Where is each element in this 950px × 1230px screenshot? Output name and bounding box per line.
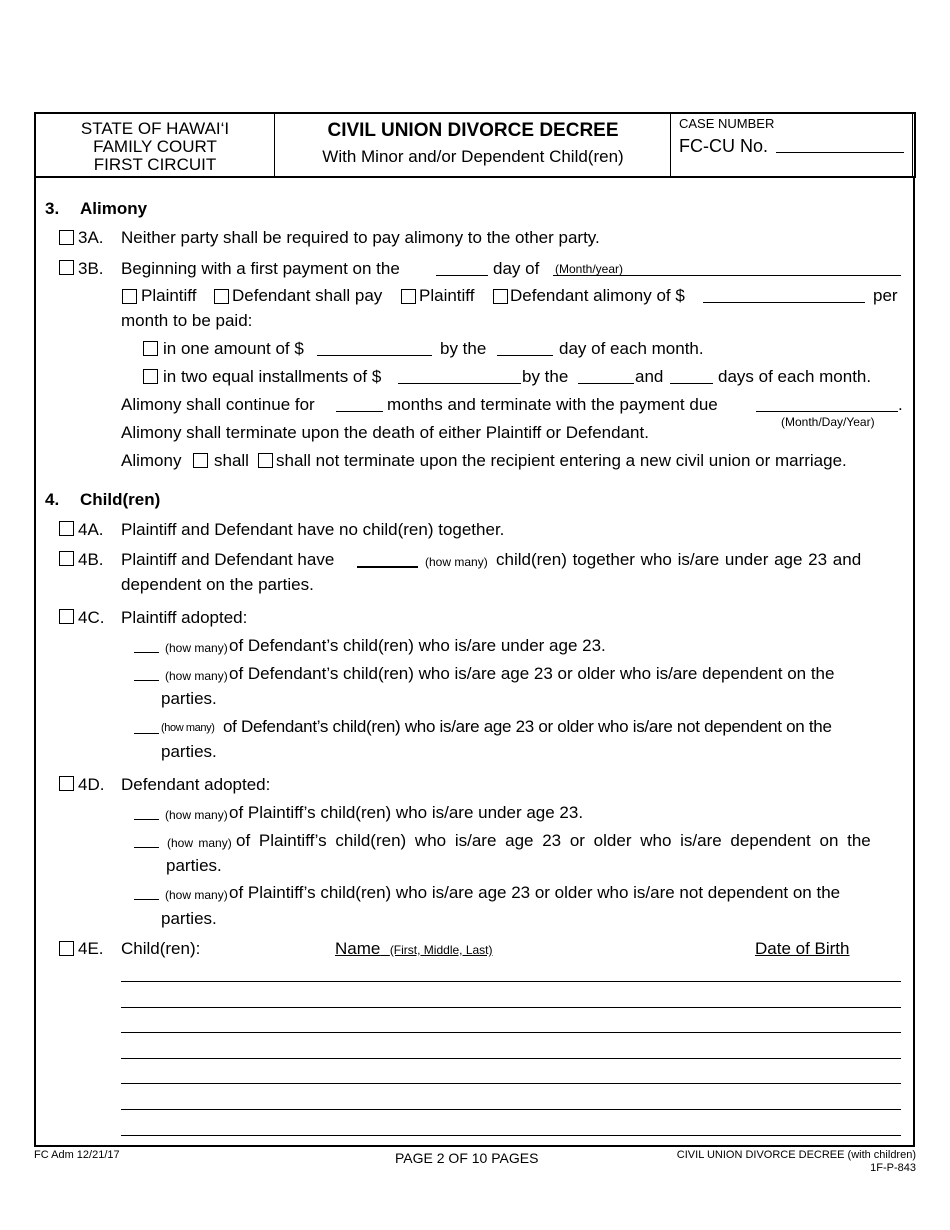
children-count-field[interactable]	[357, 566, 418, 568]
payer-plaintiff-label: Plaintiff	[141, 286, 197, 305]
one-amount-label: in one amount of $	[163, 339, 304, 358]
section-3-number: 3.	[45, 199, 60, 218]
two-installments-label: in two equal installments of $	[163, 367, 382, 386]
body-border-bottom	[34, 1145, 915, 1147]
item-4d-text: Defendant adopted:	[121, 775, 271, 794]
item-4c-text: Plaintiff adopted:	[121, 608, 248, 627]
name-column-hint: (First, Middle, Last)	[389, 943, 493, 957]
checkbox-shall[interactable]	[193, 453, 208, 468]
payer-defendant-label: Defendant shall pay	[232, 286, 383, 305]
4c-how-many-3: (how many)	[161, 722, 215, 734]
item-4a-number: 4A.	[78, 520, 104, 539]
month-day-year-hint: (Month/Day/Year)	[781, 415, 875, 429]
one-amount-field[interactable]	[317, 355, 432, 356]
checkbox-4a[interactable]	[59, 521, 74, 536]
4d-count-2-field[interactable]	[134, 847, 159, 848]
checkbox-two-installments[interactable]	[143, 369, 158, 384]
item-4b-how-many: (how many)	[425, 555, 488, 569]
checkbox-4d[interactable]	[59, 776, 74, 791]
body-border-left	[34, 178, 36, 1146]
item-3a-text: Neither party shall be required to pay alimony to the other party.	[121, 228, 600, 247]
footer-page-number: PAGE 2 OF 10 PAGES	[395, 1150, 539, 1166]
name-column-header	[335, 939, 493, 959]
two-installments-days-each: days of each month.	[718, 367, 872, 386]
4c-how-many-1: (how many)	[165, 641, 228, 655]
4d-line-2-parties: parties.	[166, 856, 222, 875]
4d-count-3-field[interactable]	[134, 899, 159, 900]
child-entry-line-1[interactable]	[121, 981, 901, 982]
body-border-right	[913, 178, 915, 1146]
footer-doc-code: 1F-P-843	[870, 1162, 916, 1174]
court-name-line-1: STATE OF HAWAI‘I	[80, 119, 230, 138]
alimony-word: Alimony	[121, 451, 182, 470]
checkbox-4b[interactable]	[59, 551, 74, 566]
dob-column-header: Date of Birth	[755, 939, 850, 958]
payee-defendant-label: Defendant alimony of $	[510, 286, 685, 305]
4d-line-2: of Plaintiff’s child(ren) who is/are age 23 or older who is/are dependent on the	[236, 831, 871, 850]
4c-line-2-parties: parties.	[161, 689, 217, 708]
item-3b-number: 3B.	[78, 259, 104, 278]
4d-line-3: of Plaintiff’s child(ren) who is/are age 23 or older who is/are not dependent on the	[229, 883, 841, 902]
checkbox-payee-plaintiff[interactable]	[401, 289, 416, 304]
checkbox-shall-not[interactable]	[258, 453, 273, 468]
child-entry-line-7[interactable]	[121, 1135, 901, 1136]
case-number-label: CASE NUMBER	[679, 116, 775, 131]
item-3b-day-of: day of	[493, 259, 540, 278]
two-installments-by-the: by the	[522, 367, 569, 386]
per-label: per	[873, 286, 898, 305]
two-installments-amount-field[interactable]	[398, 383, 521, 384]
4d-how-many-1: (how many)	[165, 808, 228, 822]
4d-line-1: of Plaintiff’s child(ren) who is/are under age 23.	[229, 803, 584, 822]
shall-label: shall	[214, 451, 249, 470]
item-4b-number: 4B.	[78, 550, 104, 569]
item-4b-text-end: child(ren) together who is/are under age 23 and	[496, 550, 862, 569]
checkbox-payee-defendant[interactable]	[493, 289, 508, 304]
checkbox-payer-plaintiff[interactable]	[122, 289, 137, 304]
4d-count-1-field[interactable]	[134, 819, 159, 820]
item-4e-text: Child(ren):	[121, 939, 201, 958]
4c-line-1: of Defendant’s child(ren) who is/are under age 23.	[229, 636, 606, 655]
checkbox-4c[interactable]	[59, 609, 74, 624]
4d-line-3-parties: parties.	[161, 909, 217, 928]
footer-form-id: FC Adm 12/21/17	[34, 1149, 120, 1161]
document-subtitle: With Minor and/or Dependent Child(ren)	[322, 147, 624, 166]
case-number-field[interactable]	[776, 152, 904, 153]
section-4-number: 4.	[45, 490, 60, 509]
4c-count-2-field[interactable]	[134, 680, 159, 681]
court-name-line-3: FIRST CIRCUIT	[93, 155, 217, 174]
header-divider-3	[912, 114, 913, 176]
4c-count-3-field[interactable]	[134, 733, 159, 734]
installment-day-2-field[interactable]	[670, 383, 713, 384]
one-amount-day-field[interactable]	[497, 355, 553, 356]
alimony-terminate-text: months and terminate with the payment due	[387, 395, 718, 414]
alimony-months-field[interactable]	[336, 411, 383, 412]
4d-how-many-3: (how many)	[165, 888, 228, 902]
checkbox-4e[interactable]	[59, 941, 74, 956]
header-divider-1	[274, 114, 275, 176]
month-to-be-paid: month to be paid:	[121, 311, 253, 330]
first-payment-day-field[interactable]	[436, 275, 488, 276]
checkbox-payer-defendant[interactable]	[214, 289, 229, 304]
header-divider-2	[670, 114, 671, 176]
4d-how-many-2: (how many)	[167, 836, 232, 850]
child-entry-line-2[interactable]	[121, 1007, 901, 1008]
4c-line-2: of Defendant’s child(ren) who is/are age 23 or older who is/are dependent on the	[229, 664, 835, 683]
footer-doc-title: CIVIL UNION DIVORCE DECREE (with children)	[676, 1149, 916, 1161]
item-4a-text: Plaintiff and Defendant have no child(ren) together.	[121, 520, 505, 539]
alimony-death-text: Alimony shall terminate upon the death of either Plaintiff or Defendant.	[121, 423, 649, 442]
4c-how-many-2: (how many)	[165, 669, 228, 683]
section-3-heading: Alimony	[80, 199, 148, 218]
child-entry-line-4[interactable]	[121, 1058, 901, 1059]
alimony-continue-text: Alimony shall continue for	[121, 395, 315, 414]
4c-count-1-field[interactable]	[134, 652, 159, 653]
item-4b-text-line-2: dependent on the parties.	[121, 575, 314, 594]
section-4-heading: Child(ren)	[80, 490, 161, 509]
alimony-amount-field[interactable]	[703, 302, 865, 303]
item-3a-number: 3A.	[78, 228, 104, 247]
item-4d-number: 4D.	[78, 775, 105, 794]
child-entry-line-5[interactable]	[121, 1083, 901, 1084]
month-year-hint: (Month/year)	[555, 262, 624, 276]
4c-line-3: of Defendant’s child(ren) who is/are age 23 or older who is/are not dependent on the	[223, 717, 832, 736]
item-4b-text-start: Plaintiff and Defendant have	[121, 550, 335, 569]
shall-not-label: shall not terminate upon the recipient entering a new civil union or marriage.	[276, 451, 847, 470]
court-name-line-2: FAMILY COURT	[93, 137, 217, 156]
payee-plaintiff-label: Plaintiff	[419, 286, 475, 305]
one-amount-day-each: day of each month.	[559, 339, 704, 358]
document-title: CIVIL UNION DIVORCE DECREE	[327, 120, 619, 141]
child-entry-line-6[interactable]	[121, 1109, 901, 1110]
one-amount-by-the: by the	[440, 339, 487, 358]
installment-day-1-field[interactable]	[578, 383, 634, 384]
final-payment-date-field[interactable]	[756, 411, 898, 412]
item-3b-text-start: Beginning with a first payment on the	[121, 259, 400, 278]
4c-line-3-parties: parties.	[161, 742, 217, 761]
first-payment-month-field[interactable]	[553, 275, 901, 276]
two-installments-and: and	[635, 367, 664, 386]
checkbox-3a[interactable]	[59, 230, 74, 245]
item-4c-number: 4C.	[78, 608, 105, 627]
checkbox-3b[interactable]	[59, 260, 74, 275]
case-number-prefix: FC-CU No.	[679, 136, 768, 156]
item-4e-number: 4E.	[78, 939, 104, 958]
name-column-label: Name	[335, 939, 381, 958]
child-entry-line-3[interactable]	[121, 1032, 901, 1033]
alimony-continue-period: .	[898, 395, 903, 414]
checkbox-one-amount[interactable]	[143, 341, 158, 356]
